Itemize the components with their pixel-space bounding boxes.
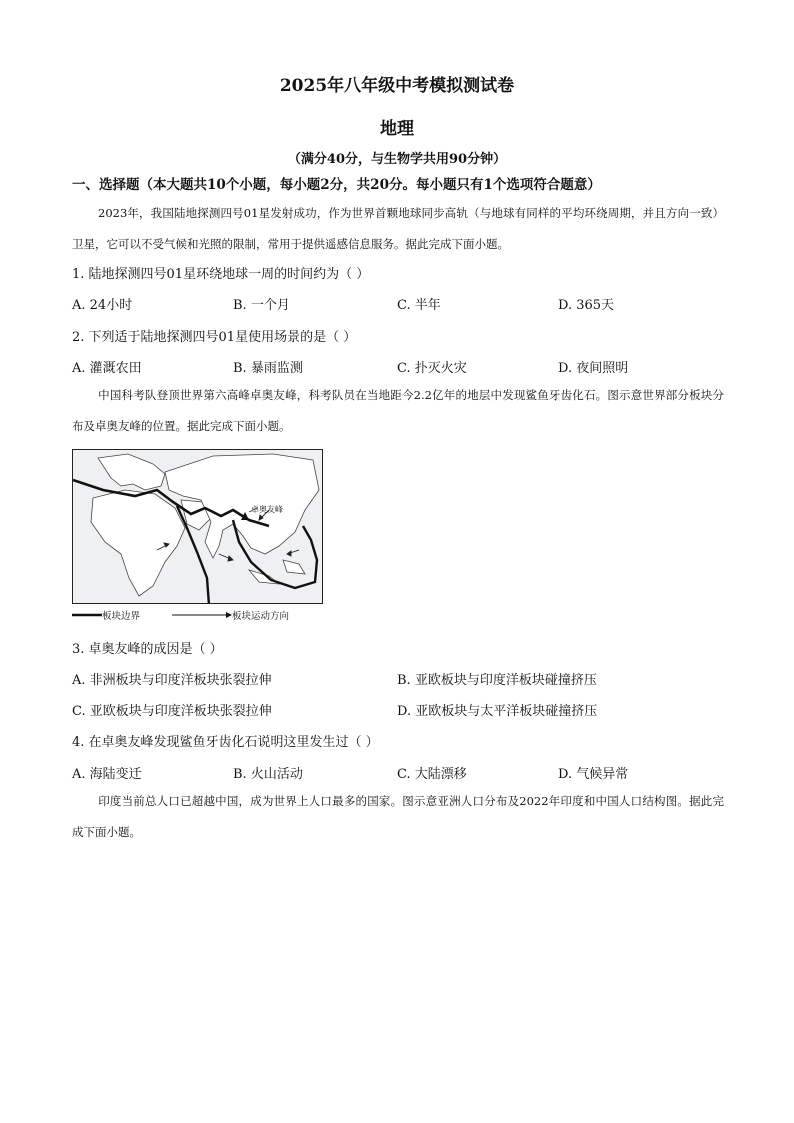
q1-option-d[interactable]: D. 365天: [558, 298, 615, 313]
q4-option-d[interactable]: D. 气候异常: [558, 767, 629, 782]
q4-option-c[interactable]: C. 大陆漂移: [397, 767, 467, 782]
score-note: （满分40分，与生物学共用90分钟）: [287, 152, 507, 167]
q3-option-b[interactable]: B. 亚欧板块与印度洋板块碰撞挤压: [397, 673, 597, 688]
passage-3-text: 印度当前总人口已超越中国，成为世界上人口最多的国家。图示意亚洲人口分布及2022年印度和中国人口结构图。据此完成下面小题。: [72, 794, 724, 839]
q3-option-d[interactable]: D. 亚欧板块与太平洋板块碰撞挤压: [397, 704, 598, 719]
question-2-stem: 2. 下列适于陆地探测四号01星使用场景的是（ ）: [72, 330, 357, 345]
passage-2-text: 中国科考队登顶世界第六高峰卓奥友峰，科考队员在当地距今2.2亿年的地层中发现鲨鱼牙齿化石。图示意世界部分板块分布及卓奥友峰的位置。据此完成下面小题。: [72, 388, 724, 433]
plate-map: [72, 449, 323, 604]
q4-option-b[interactable]: B. 火山活动: [233, 767, 303, 782]
q3-option-a[interactable]: A. 非洲板块与印度洋板块张裂拉伸: [72, 673, 272, 688]
legend-boundary: [72, 608, 140, 622]
arrow-right-icon: [172, 611, 232, 619]
q1-option-a[interactable]: A. 24小时: [72, 298, 133, 313]
legend-movement: [172, 608, 289, 622]
exam-title: 2025年八年级中考模拟测试卷: [279, 76, 515, 96]
legend-movement-label: 板块运动方向: [232, 611, 290, 622]
section-heading: 一、选择题（本大题共10个小题，每小题2分，共20分。每小题只有1个选项符合题意）: [72, 177, 601, 193]
passage-2: [72, 380, 724, 442]
q3-option-c[interactable]: C. 亚欧板块与印度洋板块张裂拉伸: [72, 704, 272, 719]
q2-option-a[interactable]: A. 灌溉农田: [72, 361, 142, 376]
plate-map-drawing: [73, 450, 323, 604]
question-4-stem: 4. 在卓奥友峰发现鲨鱼牙齿化石说明这里发生过（ ）: [72, 735, 379, 750]
question-3-stem: 3. 卓奥友峰的成因是（ ）: [72, 642, 223, 657]
q2-option-c[interactable]: C. 扑灭火灾: [397, 361, 467, 376]
q1-option-b[interactable]: B. 一个月: [233, 298, 290, 313]
peak-label: 卓奥友峰: [251, 505, 283, 514]
passage-3: [72, 786, 724, 848]
subject-title: 地理: [380, 119, 414, 139]
q2-option-b[interactable]: B. 暴雨监测: [233, 361, 303, 376]
q2-option-d[interactable]: D. 夜间照明: [558, 361, 629, 376]
passage-1: [72, 198, 724, 260]
legend-boundary-label: 板块边界: [102, 611, 141, 622]
passage-1-text: 2023年，我国陆地探测四号01星发射成功，作为世界首颗地球同步高轨（与地球有同样的平均环绕周期，并且方向一致）卫星，它可以不受气候和光照的限制，常用于提供遥感信息服务。据此完成下面小题。: [72, 206, 724, 251]
question-1-stem: 1. 陆地探测四号01星环绕地球一周的时间约为（ ）: [72, 267, 370, 282]
q4-option-a[interactable]: A. 海陆变迁: [72, 767, 142, 782]
q1-option-c[interactable]: C. 半年: [397, 298, 441, 313]
boundary-line-icon: [72, 611, 102, 619]
